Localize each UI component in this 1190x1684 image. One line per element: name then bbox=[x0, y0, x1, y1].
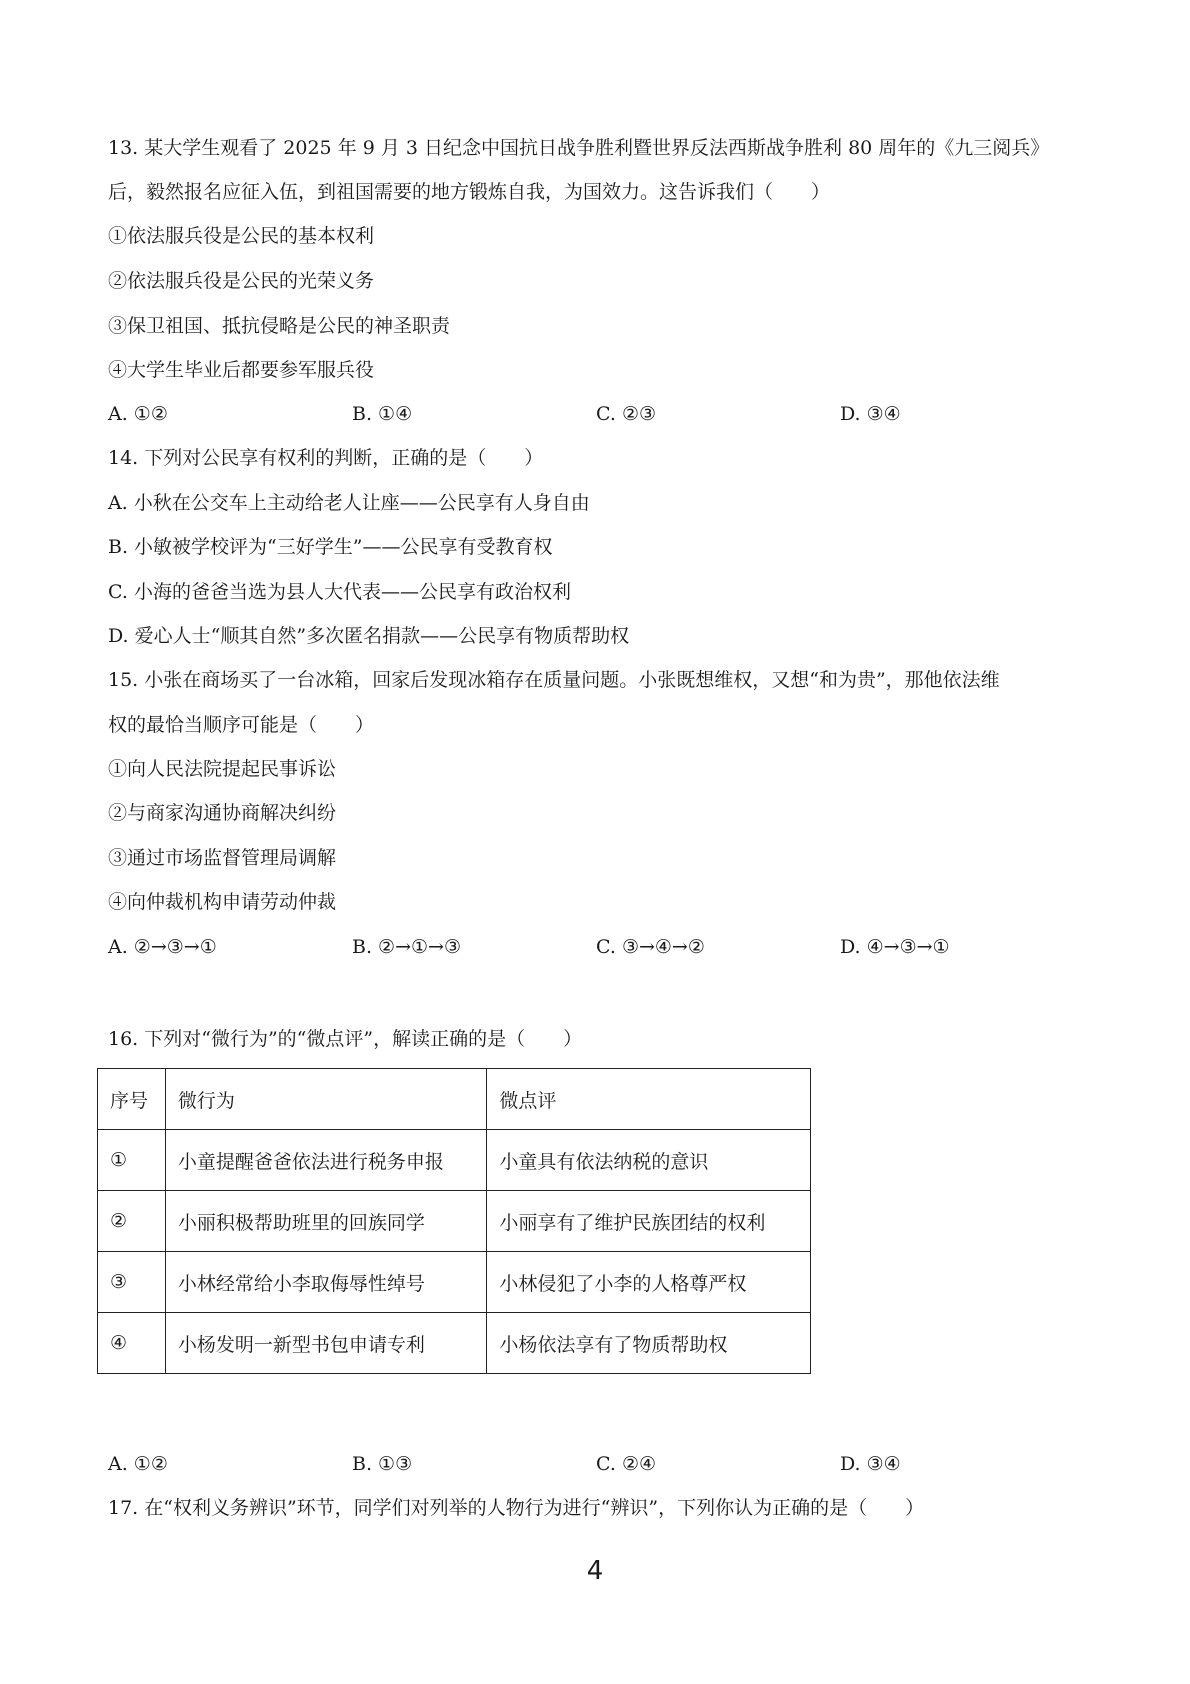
table-row bbox=[98, 1252, 811, 1313]
table-header-cell: 微点评 bbox=[487, 1069, 811, 1130]
table-row bbox=[98, 1130, 811, 1191]
table-cell: 小林经常给小李取侮辱性绰号 bbox=[165, 1252, 487, 1313]
table-header-row bbox=[98, 1069, 811, 1130]
q16-option-c[interactable]: C. ②④ bbox=[596, 1453, 657, 1475]
table-header-cell: 序号 bbox=[98, 1069, 166, 1130]
q14-option-a[interactable]: A. 小秋在公交车上主动给老人让座——公民享有人身自由 bbox=[108, 492, 590, 514]
q13-options bbox=[108, 402, 1068, 426]
q15-statement: ②与商家沟通协商解决纠纷 bbox=[108, 802, 337, 824]
q15-statement: ④向仲裁机构申请劳动仲裁 bbox=[108, 891, 337, 913]
q13-option-d[interactable]: D. ③④ bbox=[840, 403, 901, 425]
table-row bbox=[98, 1191, 811, 1252]
q15-stem-line1: 15. 小张在商场买了一台冰箱，回家后发现冰箱存在质量问题。小张既想维权，又想“和为贵”，那他依法维 bbox=[108, 669, 1000, 691]
q13-option-a[interactable]: A. ①② bbox=[108, 403, 168, 425]
q16-options bbox=[108, 1452, 1068, 1476]
q15-option-c[interactable]: C. ③→④→② bbox=[596, 936, 705, 958]
q13-option-c[interactable]: C. ②③ bbox=[596, 403, 657, 425]
q15-option-d[interactable]: D. ④→③→① bbox=[840, 936, 950, 958]
q13-option-b[interactable]: B. ①④ bbox=[352, 403, 413, 425]
q13-statement: ④大学生毕业后都要参军服兵役 bbox=[108, 359, 375, 381]
q14-option-c[interactable]: C. 小海的爸爸当选为县人大代表——公民享有政治权利 bbox=[108, 581, 571, 603]
q14-option-b[interactable]: B. 小敏被学校评为“三好学生”——公民享有受教育权 bbox=[108, 536, 553, 558]
q16-option-a[interactable]: A. ①② bbox=[108, 1453, 168, 1475]
q13-statement: ①依法服兵役是公民的基本权利 bbox=[108, 225, 375, 247]
table-cell: 小杨依法享有了物质帮助权 bbox=[487, 1313, 811, 1374]
table-header-cell: 微行为 bbox=[165, 1069, 487, 1130]
q16-option-b[interactable]: B. ①③ bbox=[352, 1453, 413, 1475]
q13-statement: ③保卫祖国、抵抗侵略是公民的神圣职责 bbox=[108, 315, 451, 337]
q13-statement: ②依法服兵役是公民的光荣义务 bbox=[108, 270, 375, 292]
table-cell: 小丽积极帮助班里的回族同学 bbox=[165, 1191, 487, 1252]
q16-stem: 16. 下列对“微行为”的“微点评”，解读正确的是（ ） bbox=[108, 1028, 583, 1050]
q14-option-d[interactable]: D. 爱心人士“顺其自然”多次匿名捐款——公民享有物质帮助权 bbox=[108, 625, 630, 647]
table-cell: ② bbox=[98, 1191, 166, 1252]
table-cell: ④ bbox=[98, 1313, 166, 1374]
table-cell: 小杨发明一新型书包申请专利 bbox=[165, 1313, 487, 1374]
table-cell: 小丽享有了维护民族团结的权利 bbox=[487, 1191, 811, 1252]
q15-option-b[interactable]: B. ②→①→③ bbox=[352, 936, 461, 958]
q15-statement: ③通过市场监督管理局调解 bbox=[108, 847, 337, 869]
page-number: 4 bbox=[586, 1556, 604, 1586]
q17-stem: 17. 在“权利义务辨识”环节，同学们对列举的人物行为进行“辨识”，下列你认为正确的是（ ） bbox=[108, 1497, 925, 1519]
q15-option-a[interactable]: A. ②→③→① bbox=[108, 936, 217, 958]
table-cell: 小童提醒爸爸依法进行税务申报 bbox=[165, 1130, 487, 1191]
q14-stem: 14. 下列对公民享有权利的判断，正确的是（ ） bbox=[108, 447, 544, 469]
q13-stem-line2: 后，毅然报名应征入伍，到祖国需要的地方锻炼自我，为国效力。这告诉我们（ ） bbox=[108, 181, 831, 203]
table-cell: ① bbox=[98, 1130, 166, 1191]
q15-stem-line2: 权的最恰当顺序可能是（ ） bbox=[108, 714, 375, 736]
table-cell: 小童具有依法纳税的意识 bbox=[487, 1130, 811, 1191]
q16-option-d[interactable]: D. ③④ bbox=[840, 1453, 901, 1475]
q15-statement: ①向人民法院提起民事诉讼 bbox=[108, 758, 337, 780]
table-row bbox=[98, 1313, 811, 1374]
q16-table bbox=[97, 1068, 811, 1374]
q13-stem-line1: 13. 某大学生观看了 2025 年 9 月 3 日纪念中国抗日战争胜利暨世界反法西斯战争胜利 80 周年的《九三阅兵》 bbox=[108, 137, 1050, 159]
table-cell: ③ bbox=[98, 1252, 166, 1313]
q15-options bbox=[108, 935, 1068, 959]
table-cell: 小林侵犯了小李的人格尊严权 bbox=[487, 1252, 811, 1313]
